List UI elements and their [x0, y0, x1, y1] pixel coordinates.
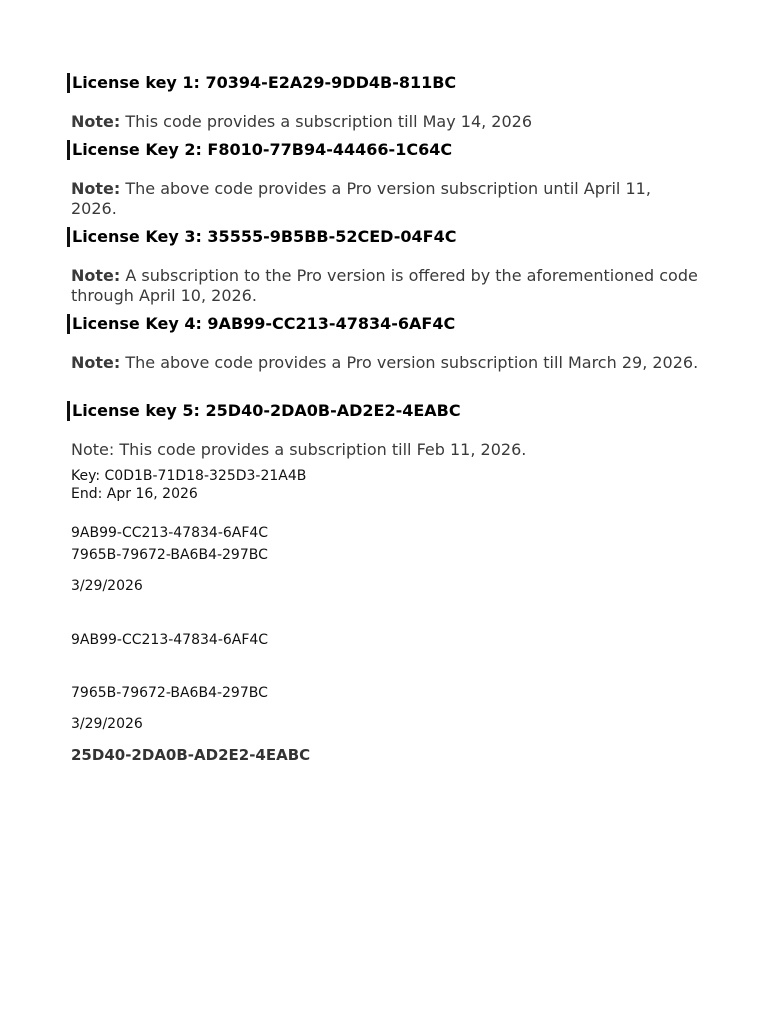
extra-date-2: 3/29/2026 [71, 716, 143, 732]
note-text: The above code provides a Pro version subscription till March 29, 2026. [125, 353, 699, 372]
license-key-1-heading: License key 1: 70394-E2A29-9DD4B-811BC [67, 73, 712, 93]
license-key-3-note [71, 266, 701, 306]
note-label: Note: [71, 112, 121, 131]
extra-code-b-1: 7965B-79672-BA6B4-297BC [71, 547, 268, 563]
license-key-3-heading: License Key 3: 35555-9B5BB-52CED-04F4C [67, 227, 712, 247]
license-key-2-heading: License Key 2: F8010-77B94-44466-1C64C [67, 140, 712, 160]
note-label: Note: [71, 353, 121, 372]
license-key-5-heading: License key 5: 25D40-2DA0B-AD2E2-4EABC [67, 401, 712, 421]
license-key-1-note [71, 112, 701, 132]
note-text: The above code provides a Pro version subscription until April 11, 2026. [71, 179, 651, 218]
note-label: Note: [71, 266, 121, 285]
extra-key-line: Key: C0D1B-71D18-325D3-21A4B [71, 468, 307, 484]
note-label: Note: [71, 179, 121, 198]
extra-end-line: End: Apr 16, 2026 [71, 486, 198, 502]
license-key-4-heading: License Key 4: 9AB99-CC213-47834-6AF4C [67, 314, 712, 334]
license-key-4-note [71, 353, 701, 373]
extra-code-a-1: 9AB99-CC213-47834-6AF4C [71, 525, 269, 541]
extra-code-b-2: 7965B-79672-BA6B4-297BC [71, 685, 268, 701]
note-text: A subscription to the Pro version is offered by the aforementioned code through April 10, 2026. [71, 266, 698, 305]
extra-date-1: 3/29/2026 [71, 578, 143, 594]
license-key-2-note [71, 179, 701, 219]
extra-code-bold: 25D40-2DA0B-AD2E2-4EABC [71, 746, 311, 764]
extra-code-a-2: 9AB99-CC213-47834-6AF4C [71, 632, 269, 648]
note-text: This code provides a subscription till May 14, 2026 [125, 112, 533, 131]
license-key-5-note: Note: This code provides a subscription till Feb 11, 2026. [71, 440, 527, 459]
